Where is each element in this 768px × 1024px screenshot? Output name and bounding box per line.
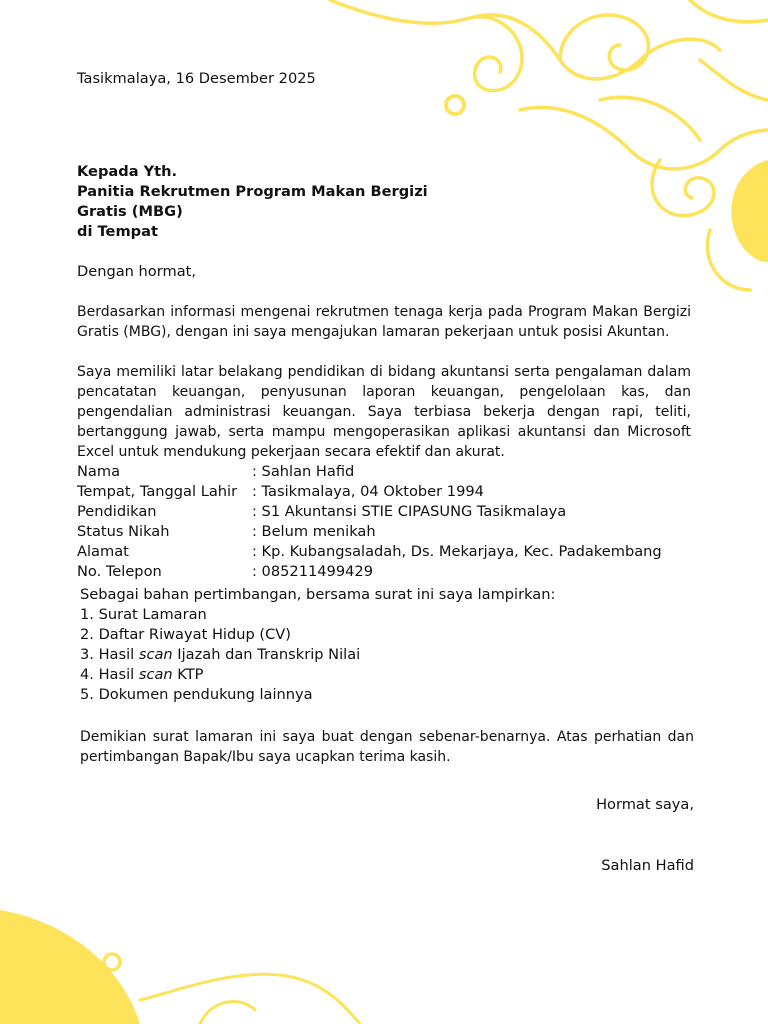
personal-data-value: : S1 Akuntansi STIE CIPASUNG Tasikmalaya xyxy=(252,503,567,520)
swirl-top-9 xyxy=(707,230,750,290)
recipient-line-4: di Tempat xyxy=(77,223,158,240)
recipient-line-3: Gratis (MBG) xyxy=(77,203,183,220)
recipient-line-1: Kepada Yth. xyxy=(77,163,178,180)
attachment-item-1: 1. Surat Lamaran xyxy=(80,606,207,623)
signature-name: Sahlan Hafid xyxy=(601,857,694,874)
paragraph-1: Berdasarkan informasi mengenai rekrutmen tenaga kerja pada Program Makan Bergizi Gratis (MBG), dengan ini saya mengajukan lamaran pekerjaan untuk posisi Akuntan. xyxy=(77,304,691,340)
swirl-top-7 xyxy=(600,97,700,140)
attachment-item-3 xyxy=(80,645,360,665)
attachment-item-2: 2. Daftar Riwayat Hidup (CV) xyxy=(80,626,291,643)
attachments-intro: Sebagai bahan pertimbangan, bersama surat ini saya lampirkan: xyxy=(80,586,556,603)
attachment-item-4 xyxy=(80,665,203,685)
place-date: Tasikmalaya, 16 Desember 2025 xyxy=(77,70,316,87)
ring-top xyxy=(446,96,464,114)
swirl-top-1 xyxy=(330,0,720,79)
swirl-bottom-1 xyxy=(140,974,360,1024)
attachment-item-3-emphasis: scan xyxy=(138,646,173,663)
personal-data-label: No. Telepon xyxy=(77,563,162,580)
greeting: Dengan hormat, xyxy=(77,263,197,280)
personal-data-label: Nama xyxy=(77,463,121,480)
recipient-line-2: Panitia Rekrutmen Program Makan Bergizi xyxy=(77,183,428,200)
swirl-top-4 xyxy=(520,107,768,169)
closing-paragraph: Demikian surat lamaran ini saya buat dengan sebenar-benarnya. Atas perhatian dan pertimbangan Bapak/Ibu saya ucapkan terima kasih. xyxy=(80,729,694,765)
swirl-bottom-2 xyxy=(200,1002,255,1024)
personal-data-value: : 085211499429 xyxy=(252,563,373,580)
blob-bottom-left xyxy=(0,910,140,1024)
swirl-top-2 xyxy=(470,17,522,91)
personal-data-label: Status Nikah xyxy=(77,523,170,540)
ring-bottom xyxy=(104,954,120,970)
personal-data-label: Pendidikan xyxy=(77,503,157,520)
personal-data-value: : Sahlan Hafid xyxy=(252,463,355,480)
swirl-top-6 xyxy=(700,60,768,100)
sign-off: Hormat saya, xyxy=(596,796,694,813)
attachment-item-4-emphasis: scan xyxy=(138,666,173,683)
attachment-item-5: 5. Dokumen pendukung lainnya xyxy=(80,686,313,703)
swirl-top-5 xyxy=(652,160,714,216)
personal-data-label: Alamat xyxy=(77,543,129,560)
attachment-item-3-prefix: 3. Hasil xyxy=(80,646,139,663)
attachment-item-4-prefix: 4. Hasil xyxy=(80,666,139,683)
personal-data-label: Tempat, Tanggal Lahir xyxy=(77,483,238,500)
personal-data-value: : Kp. Kubangsaladah, Ds. Mekarjaya, Kec. Padakembang xyxy=(252,543,662,560)
attachment-item-3-suffix: Ijazah dan Transkrip Nilai xyxy=(172,646,361,663)
blob-top-right xyxy=(731,160,768,262)
personal-data-value: : Belum menikah xyxy=(252,523,376,540)
paragraph-2: Saya memiliki latar belakang pendidikan di bidang akuntansi serta pengalaman dalam pencatatan keuangan, penyusunan laporan keuangan, pengelolaan kas, dan pengendalian administrasi keuangan. Saya terbiasa bekerja dengan rapi, teliti, bertanggung jawab, serta mampu mengoperasikan aplikasi akuntansi dan Microsoft Excel untuk mendukung pekerjaan secara efektif dan akurat. xyxy=(77,364,691,460)
personal-data-value: : Tasikmalaya, 04 Oktober 1994 xyxy=(252,483,484,500)
swirl-top-8 xyxy=(690,0,768,22)
attachment-item-4-suffix: KTP xyxy=(172,666,204,683)
swirl-top-3 xyxy=(560,15,649,70)
